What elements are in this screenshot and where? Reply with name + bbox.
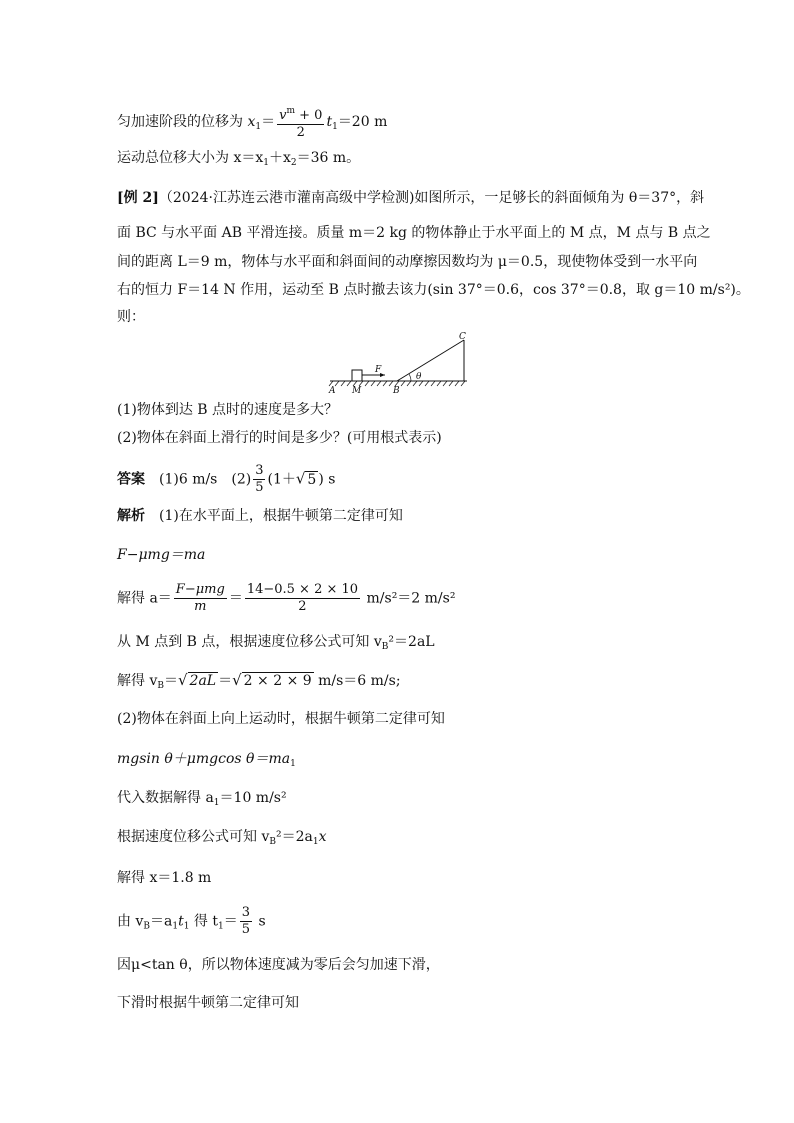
label-c: C [459,332,466,342]
solution-line-11: 由 $v_B=a_1t_1$ 得 $t_1=$ $\frac{3}{5}$ s [117,905,266,937]
question-1: (1)物体到达 B 点时的速度是多大？ [117,402,339,418]
example-paragraph-line-1: [例 2]（2024·江苏连云港市灌南高级中学检测)如图所示，一足够长的斜面倾角为 θ＝37°，斜 [117,190,705,206]
example-paragraph-line-4: 右的恒力 F＝14 N 作用，运动至 B 点时撤去该力(sin 37°＝0.6，cos 37°＝0.8，取 g＝10 m/s²)。 [117,282,750,298]
solution-line-2: F−μmg＝ma [117,547,206,563]
displacement-accel-line: 匀加速阶段的位移为 $x_1=$ $\frac{v^m + 0}{2}$ $t_1=20$ m [117,103,387,141]
example-tag: [例 2] [117,190,159,206]
label-theta: θ [416,372,422,382]
solution-line-10: 解得 x＝1.8 m [117,870,212,886]
solution-line-13: 下滑时根据牛顿第二定律可知 [117,995,299,1011]
solution-line-8: 代入数据解得 $a_1=10$ m/s² [117,790,287,808]
example-paragraph-line-5: 则： [117,309,145,325]
example-paragraph-line-3: 间的距离 L＝9 m，物体与水平面和斜面间的动摩擦因数均为 μ＝0.5，现使物体受到一水平向 [117,254,698,270]
example-paragraph-line-2: 面 BC 与水平面 AB 平滑连接。质量 m＝2 kg 的物体静止于水平面上的 M 点，M 点与 B 点之 [117,225,711,241]
solution-line-12: 因μ<tan θ，所以物体速度减为零后会匀加速下滑， [117,957,440,973]
label-b: B [393,386,400,396]
label-m: M [352,386,362,396]
fraction: $\frac{v^m + 0}{2}$ [277,103,324,141]
solution-line-9: 根据速度位移公式可知 $v_B^2=2a_1x$ [117,829,327,847]
incline-figure [325,330,475,396]
solution-line-3: 解得 a＝ $\frac{\text{F−μmg}}{m}$ ＝ $\frac{14-0.5 \times 2 \times 10}{2}$ m/s²＝2 m/s² [117,582,456,614]
solution-line-7: mgsin θ＋μmgcos $\theta=ma_1$ [117,751,296,769]
total-displacement-line: 运动总位移大小为 $x=x_1+x_2=36$ m。 [117,150,361,168]
question-2: (2)物体在斜面上滑行的时间是多少？(可用根式表示) [117,430,442,446]
solution-line-6: (2)物体在斜面上向上运动时，根据牛顿第二定律可知 [117,711,445,727]
solution-line-4: 从 M 点到 B 点，根据速度位移公式可知 $v_B^2=2aL$ [117,634,435,652]
text: 匀加速阶段的位移为 [117,114,248,130]
solution-line-1: 解析 (1)在水平面上，根据牛顿第二定律可知 [117,508,403,524]
solution-label: 解析 [117,508,145,524]
answer-line: 答案 (1)6 m/s (2) $\frac{3}{5}$ (1＋√ 5 ) s [117,463,336,495]
label-a: A [329,386,336,396]
label-f: F [375,365,382,375]
solution-line-5: 解得 $v_B=√$ 2aL ＝√ 2 × 2 × 9 m/s＝6 m/s; [117,671,401,691]
answer-label: 答案 [117,471,145,488]
